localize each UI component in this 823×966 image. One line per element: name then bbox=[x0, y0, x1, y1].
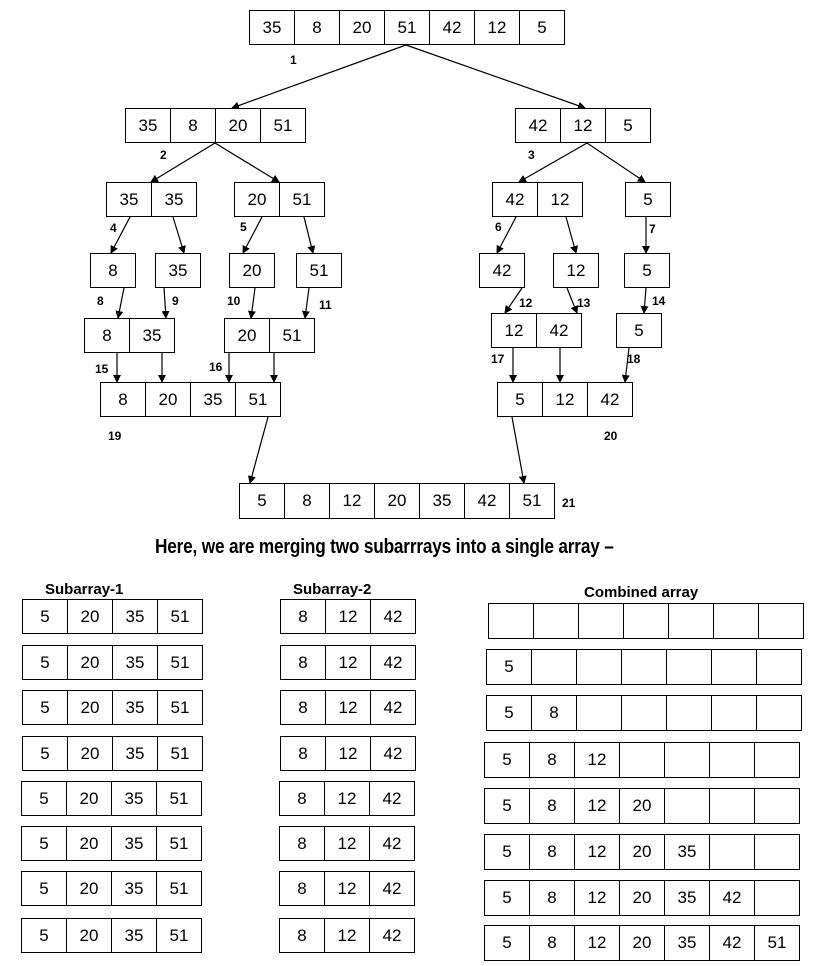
array-cell: 51 bbox=[269, 318, 315, 353]
step-number: 11 bbox=[319, 298, 332, 312]
subarray1-row bbox=[21, 871, 202, 906]
array-cell: 42 bbox=[464, 483, 510, 519]
array-cell: 42 bbox=[492, 182, 538, 217]
array-cell: 8 bbox=[279, 826, 325, 861]
array-cell: 8 bbox=[294, 10, 340, 45]
array-cell: 5 bbox=[484, 742, 530, 778]
array-cell bbox=[754, 880, 800, 916]
array-cell: 51 bbox=[157, 599, 203, 634]
combined-row bbox=[488, 603, 804, 639]
array-cell bbox=[709, 834, 755, 870]
array-cell: 20 bbox=[619, 788, 665, 824]
tree-node-n5 bbox=[234, 182, 325, 217]
array-cell: 20 bbox=[66, 871, 112, 906]
step-number: 9 bbox=[172, 294, 179, 308]
arrow bbox=[567, 288, 577, 313]
arrow bbox=[644, 288, 646, 313]
array-cell: 35 bbox=[419, 483, 465, 519]
array-cell: 5 bbox=[486, 695, 532, 731]
arrow bbox=[215, 143, 279, 182]
array-cell: 35 bbox=[111, 871, 157, 906]
tree-node-n3 bbox=[515, 108, 651, 143]
array-cell: 35 bbox=[155, 253, 201, 288]
array-cell: 8 bbox=[90, 253, 136, 288]
array-cell: 51 bbox=[260, 108, 306, 143]
array-cell: 12 bbox=[574, 880, 620, 916]
array-cell: 20 bbox=[215, 108, 261, 143]
step-number: 17 bbox=[491, 352, 505, 366]
subarray2-row bbox=[280, 599, 416, 634]
step-number: 15 bbox=[95, 362, 109, 376]
tree-node-n15 bbox=[84, 318, 175, 353]
array-cell: 42 bbox=[429, 10, 475, 45]
tree-node-n11 bbox=[296, 253, 342, 288]
array-cell bbox=[754, 788, 800, 824]
tree-node-n6 bbox=[492, 182, 583, 217]
subarray1-row bbox=[21, 826, 202, 861]
step-number: 10 bbox=[227, 294, 241, 308]
array-cell: 35 bbox=[129, 318, 175, 353]
subarray1-row bbox=[21, 918, 202, 953]
array-cell: 8 bbox=[280, 690, 326, 725]
array-cell: 20 bbox=[67, 645, 113, 680]
array-cell: 5 bbox=[21, 781, 67, 816]
array-cell: 12 bbox=[574, 788, 620, 824]
arrow bbox=[250, 417, 268, 483]
combined-row bbox=[484, 742, 800, 778]
array-cell: 12 bbox=[324, 918, 370, 953]
step-number: 8 bbox=[97, 294, 104, 308]
array-cell: 8 bbox=[280, 736, 326, 771]
array-cell: 12 bbox=[574, 834, 620, 870]
combined-title: Combined array bbox=[584, 584, 699, 601]
array-cell: 5 bbox=[484, 788, 530, 824]
step-number: 14 bbox=[652, 294, 666, 308]
subarray2-row bbox=[279, 781, 415, 816]
array-cell bbox=[621, 649, 667, 685]
array-cell: 35 bbox=[664, 880, 710, 916]
array-cell: 8 bbox=[170, 108, 216, 143]
array-cell: 12 bbox=[324, 781, 370, 816]
array-cell bbox=[576, 649, 622, 685]
array-cell: 5 bbox=[624, 253, 670, 288]
array-cell: 12 bbox=[574, 742, 620, 778]
array-cell: 35 bbox=[112, 690, 158, 725]
array-cell: 20 bbox=[67, 690, 113, 725]
array-cell: 8 bbox=[529, 742, 575, 778]
array-cell: 35 bbox=[112, 645, 158, 680]
array-cell: 51 bbox=[754, 925, 800, 961]
arrow bbox=[304, 217, 313, 253]
arrow bbox=[566, 217, 576, 253]
step-number: 21 bbox=[562, 496, 576, 510]
step-number: 5 bbox=[240, 220, 247, 234]
array-cell: 42 bbox=[370, 736, 416, 771]
tree-node-n4 bbox=[106, 182, 197, 217]
array-cell: 8 bbox=[100, 382, 146, 417]
array-cell: 35 bbox=[249, 10, 295, 45]
tree-node-n13 bbox=[553, 253, 599, 288]
array-cell bbox=[619, 742, 665, 778]
arrow bbox=[173, 217, 184, 253]
array-cell: 51 bbox=[157, 690, 203, 725]
array-cell: 20 bbox=[374, 483, 420, 519]
combined-row bbox=[484, 788, 800, 824]
tree-node-n18 bbox=[616, 313, 662, 348]
array-cell: 35 bbox=[190, 382, 236, 417]
subarray1-row bbox=[22, 690, 203, 725]
array-cell: 35 bbox=[111, 781, 157, 816]
array-cell: 42 bbox=[587, 382, 633, 417]
tree-node-n20 bbox=[497, 382, 633, 417]
array-cell: 20 bbox=[67, 736, 113, 771]
subarray2-row bbox=[279, 826, 415, 861]
combined-row bbox=[484, 925, 800, 961]
array-cell bbox=[709, 742, 755, 778]
array-cell: 20 bbox=[66, 826, 112, 861]
array-cell: 12 bbox=[474, 10, 520, 45]
tree-node-n7 bbox=[625, 182, 671, 217]
subarray1-row bbox=[21, 781, 202, 816]
merge-caption: Here, we are merging two subarrrays into a single array – bbox=[155, 536, 614, 558]
array-cell: 42 bbox=[370, 599, 416, 634]
array-cell: 51 bbox=[156, 871, 202, 906]
array-cell: 8 bbox=[529, 925, 575, 961]
array-cell: 5 bbox=[22, 645, 68, 680]
array-cell: 12 bbox=[324, 871, 370, 906]
array-cell: 35 bbox=[151, 182, 197, 217]
subarray1-row bbox=[22, 645, 203, 680]
array-cell bbox=[531, 649, 577, 685]
array-cell bbox=[533, 603, 579, 639]
step-number: 13 bbox=[577, 296, 591, 310]
array-cell: 5 bbox=[486, 649, 532, 685]
array-cell: 12 bbox=[542, 382, 588, 417]
array-cell: 5 bbox=[497, 382, 543, 417]
array-cell: 35 bbox=[106, 182, 152, 217]
array-cell: 12 bbox=[491, 313, 537, 348]
array-cell: 42 bbox=[709, 880, 755, 916]
array-cell: 8 bbox=[284, 483, 330, 519]
arrow bbox=[512, 417, 524, 483]
tree-node-n2 bbox=[125, 108, 306, 143]
array-cell: 42 bbox=[370, 690, 416, 725]
array-cell: 12 bbox=[325, 736, 371, 771]
step-number: 2 bbox=[160, 148, 167, 162]
tree-node-n17 bbox=[491, 313, 582, 348]
tree-node-n19 bbox=[100, 382, 281, 417]
array-cell: 12 bbox=[325, 690, 371, 725]
combined-row bbox=[486, 649, 802, 685]
array-cell: 35 bbox=[664, 925, 710, 961]
array-cell: 8 bbox=[280, 645, 326, 680]
array-cell: 12 bbox=[574, 925, 620, 961]
array-cell: 42 bbox=[709, 925, 755, 961]
array-cell: 5 bbox=[605, 108, 651, 143]
array-cell: 8 bbox=[84, 318, 130, 353]
subarray2-row bbox=[279, 918, 415, 953]
subarray2-row bbox=[279, 871, 415, 906]
tree-node-n16 bbox=[224, 318, 315, 353]
array-cell: 12 bbox=[325, 599, 371, 634]
array-cell: 8 bbox=[279, 871, 325, 906]
subarray2-row bbox=[280, 736, 416, 771]
array-cell: 5 bbox=[625, 182, 671, 217]
arrow bbox=[118, 288, 124, 318]
array-cell: 35 bbox=[664, 834, 710, 870]
array-cell: 5 bbox=[616, 313, 662, 348]
array-cell: 5 bbox=[519, 10, 565, 45]
array-cell bbox=[666, 695, 712, 731]
step-number: 19 bbox=[108, 429, 122, 443]
tree-node-n1 bbox=[249, 10, 565, 45]
array-cell: 20 bbox=[339, 10, 385, 45]
array-cell: 5 bbox=[22, 690, 68, 725]
array-cell: 5 bbox=[21, 918, 67, 953]
array-cell bbox=[668, 603, 714, 639]
array-cell: 42 bbox=[369, 826, 415, 861]
array-cell: 5 bbox=[22, 736, 68, 771]
array-cell: 42 bbox=[369, 781, 415, 816]
array-cell: 5 bbox=[21, 871, 67, 906]
step-number: 3 bbox=[528, 148, 535, 162]
tree-node-n21 bbox=[239, 483, 555, 519]
array-cell bbox=[623, 603, 669, 639]
step-number: 16 bbox=[209, 360, 223, 374]
array-cell: 42 bbox=[515, 108, 561, 143]
array-cell: 5 bbox=[21, 826, 67, 861]
array-cell bbox=[664, 742, 710, 778]
array-cell: 12 bbox=[325, 645, 371, 680]
array-cell: 12 bbox=[329, 483, 375, 519]
step-number: 7 bbox=[649, 222, 656, 236]
array-cell: 51 bbox=[509, 483, 555, 519]
array-cell: 8 bbox=[279, 781, 325, 816]
combined-row bbox=[484, 834, 800, 870]
array-cell bbox=[711, 649, 757, 685]
array-cell: 51 bbox=[384, 10, 430, 45]
array-cell: 5 bbox=[484, 834, 530, 870]
array-cell bbox=[488, 603, 534, 639]
array-cell: 42 bbox=[479, 253, 525, 288]
array-cell: 51 bbox=[156, 918, 202, 953]
step-number: 12 bbox=[519, 296, 533, 310]
array-cell: 20 bbox=[224, 318, 270, 353]
array-cell: 5 bbox=[484, 880, 530, 916]
array-cell bbox=[711, 695, 757, 731]
array-cell: 8 bbox=[529, 788, 575, 824]
subarray2-row bbox=[280, 690, 416, 725]
array-cell: 20 bbox=[619, 925, 665, 961]
combined-row bbox=[486, 695, 802, 731]
array-cell: 12 bbox=[324, 826, 370, 861]
subarray2-row bbox=[280, 645, 416, 680]
step-number: 4 bbox=[110, 221, 117, 235]
arrow bbox=[406, 45, 585, 108]
array-cell: 20 bbox=[619, 880, 665, 916]
tree-node-n12 bbox=[479, 253, 525, 288]
array-cell bbox=[754, 834, 800, 870]
subarray1-row bbox=[22, 599, 203, 634]
tree-node-n14 bbox=[624, 253, 670, 288]
subarray1-title: Subarray-1 bbox=[45, 581, 124, 598]
array-cell bbox=[576, 695, 622, 731]
array-cell: 20 bbox=[619, 834, 665, 870]
arrow bbox=[587, 143, 645, 182]
step-number: 20 bbox=[604, 429, 618, 443]
array-cell: 5 bbox=[239, 483, 285, 519]
array-cell: 51 bbox=[235, 382, 281, 417]
subarray2-title: Subarray-2 bbox=[293, 581, 372, 598]
array-cell: 42 bbox=[369, 918, 415, 953]
array-cell: 8 bbox=[529, 834, 575, 870]
arrow bbox=[164, 288, 166, 318]
array-cell bbox=[709, 788, 755, 824]
array-cell: 51 bbox=[157, 736, 203, 771]
array-cell bbox=[758, 603, 804, 639]
step-number: 1 bbox=[290, 53, 297, 67]
arrow bbox=[232, 45, 406, 108]
combined-row bbox=[484, 880, 800, 916]
array-cell bbox=[621, 695, 667, 731]
array-cell: 35 bbox=[111, 918, 157, 953]
array-cell: 5 bbox=[484, 925, 530, 961]
array-cell: 42 bbox=[536, 313, 582, 348]
array-cell bbox=[578, 603, 624, 639]
array-cell: 35 bbox=[111, 826, 157, 861]
tree-node-n9 bbox=[155, 253, 201, 288]
array-cell: 51 bbox=[156, 781, 202, 816]
subarray1-row bbox=[22, 736, 203, 771]
array-cell: 51 bbox=[156, 826, 202, 861]
array-cell bbox=[756, 695, 802, 731]
array-cell: 42 bbox=[370, 645, 416, 680]
array-cell: 8 bbox=[529, 880, 575, 916]
array-cell: 20 bbox=[66, 781, 112, 816]
array-cell bbox=[754, 742, 800, 778]
tree-node-n10 bbox=[229, 253, 275, 288]
step-number: 18 bbox=[627, 352, 641, 366]
array-cell: 8 bbox=[280, 599, 326, 634]
array-cell bbox=[666, 649, 712, 685]
array-cell: 51 bbox=[157, 645, 203, 680]
tree-node-n8 bbox=[90, 253, 136, 288]
array-cell bbox=[713, 603, 759, 639]
arrow bbox=[251, 288, 255, 318]
array-cell: 12 bbox=[560, 108, 606, 143]
array-cell: 51 bbox=[279, 182, 325, 217]
array-cell: 12 bbox=[537, 182, 583, 217]
array-cell bbox=[664, 788, 710, 824]
array-cell: 20 bbox=[67, 599, 113, 634]
array-cell: 5 bbox=[22, 599, 68, 634]
arrow bbox=[305, 288, 309, 318]
array-cell bbox=[756, 649, 802, 685]
array-cell: 20 bbox=[66, 918, 112, 953]
array-cell: 35 bbox=[112, 599, 158, 634]
array-cell: 8 bbox=[531, 695, 577, 731]
array-cell: 35 bbox=[125, 108, 171, 143]
array-cell: 8 bbox=[279, 918, 325, 953]
array-cell: 51 bbox=[296, 253, 342, 288]
array-cell: 42 bbox=[369, 871, 415, 906]
array-cell: 20 bbox=[234, 182, 280, 217]
array-cell: 12 bbox=[553, 253, 599, 288]
step-number: 6 bbox=[495, 220, 502, 234]
array-cell: 20 bbox=[229, 253, 275, 288]
array-cell: 20 bbox=[145, 382, 191, 417]
array-cell: 35 bbox=[112, 736, 158, 771]
